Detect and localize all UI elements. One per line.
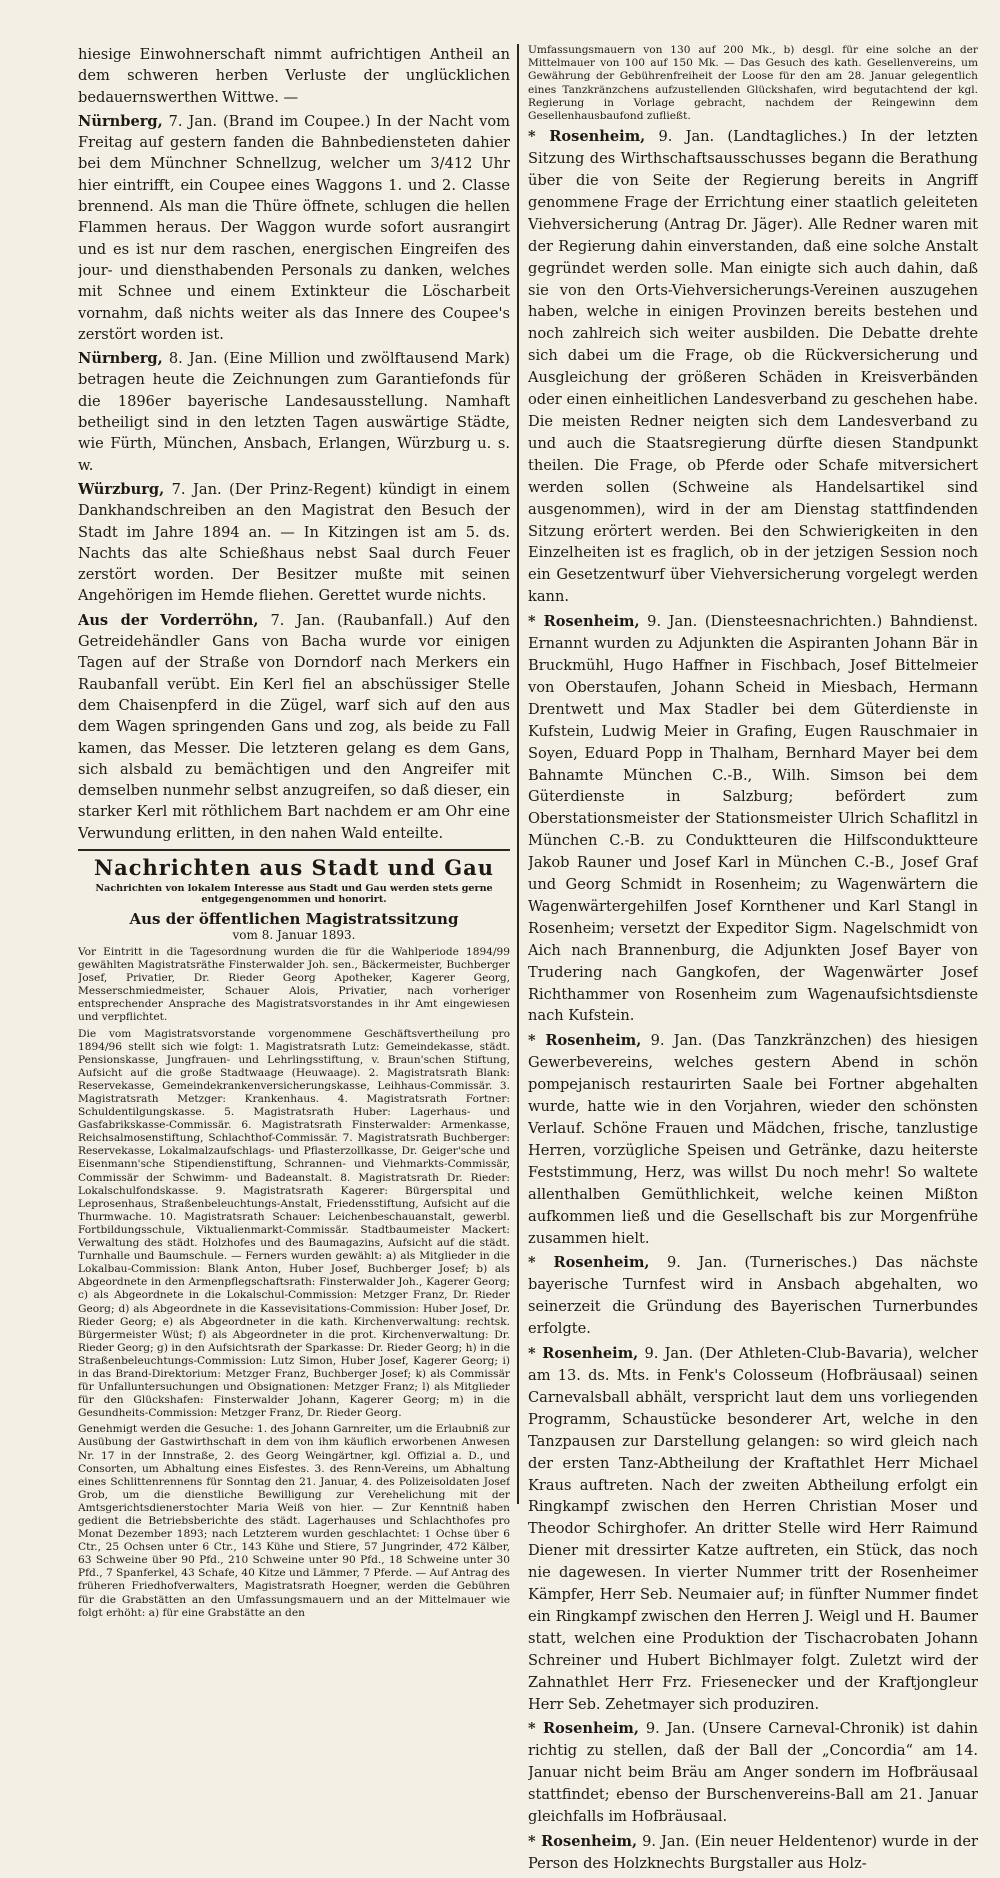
article-nuernberg-fire xyxy=(78,111,510,345)
left-column xyxy=(78,44,510,1623)
article-place: * Rosenheim, xyxy=(528,128,646,146)
article-text: 7. Jan. (Raubanfall.) Auf den Getreidehändler Gans von Bacha wurde vor einigen Tagen auf der Straße von Dorndorf nach Merkers ein Raubanfall verübt. Ein Kerl fiel an abschüssiger Stelle dem Chaisenpferd in die Zügel, warf sich auf den aus dem Wagen springenden Gans und zog, als beide zu Fall kamen, das Messer. Die letzteren gelang es dem Gans, sich alsbald zu bemächtigen und den Angreifer mit demselben nunmehr selbst anzugreifen, so daß dieser, ein starker Kerl mit röthlichem Bart nachdem er am Ohr eine Verwundung erlitten, in den nahen Wald enteilte. xyxy=(78,611,510,842)
article-place: Nürnberg, xyxy=(78,350,163,368)
article-place: Nürnberg, xyxy=(78,112,163,130)
article-tanzkraenzchen xyxy=(528,1030,978,1249)
article-place: * Rosenheim, xyxy=(528,1345,639,1363)
right-column xyxy=(528,44,978,1878)
article-text: 9. Jan. (Diensteesnachrichten.) Bahndienst. Ernannt wurden zu Adjunkten die Aspiranten Johann Bär in Bruckmühl, Hugo Haffner in Fischbach, Josef Bittelmeier von Oberstaufen, Johann Scheid in Miesbach, Hermann Drentwett und Max Stadler bei dem Güterdienste in Kufstein, Ludwig Meier in Grafing, Eugen Rauschmaier in Soyen, Eduard Popp in Thalham, Bernhard Mayer bei dem Bahnamte München C.-B., Wilh. Simson bei dem Güterdienste in Salzburg; befördert zum Oberstationsmeister der Stationsmeister Ulrich Schaflitzl in München C.-B. zu Conduktteuren die Hilfsconduktteure Jakob Rauner und Josef Karl in München C.-B., Josef Graf und Georg Schmidt in Rosenheim; zu Wagenwärtern die Wagenwärtergehilfen Josef Kornthener und Karl Stangl in Rosenheim; versetzt der Expeditor Sigm. Nagelschmidt von Aich nach Brannenburg, die Adjunkten Josef Bayer von Trudering nach Gangkofen, der Wagenwärter Josef Richthammer von Rosenheim zum Wagenaufsichtsdienste nach Kufstein. xyxy=(528,613,978,1025)
article-turnerisches xyxy=(528,1252,978,1340)
article-place: * Rosenheim, xyxy=(528,1254,650,1272)
article-text: 7. Jan. (Brand im Coupee.) In der Nacht vom Freitag auf gestern fanden die Bahnbediensteten dahier bei dem Münchner Schnellzug, welcher um 3/412 Uhr hier eintrifft, ein Coupee eines Waggons 1. und 2. Classe brennend. Als man die Thüre öffnete, schlugen die hellen Flammen heraus. Der Waggon wurde sofort ausrangirt und es ist nur dem raschen, energischen Eingreifen des jour- und diensthabenden Personals zu danken, welches mit Schnee und einem Extinkteur die Löscharbeit vornahm, daß nichts weiter als das Innere des Coupee's zerstört worden ist. xyxy=(78,112,510,343)
article-place: Aus der Vorderröhn, xyxy=(78,611,259,629)
article-landtag xyxy=(528,126,978,608)
report-date: vom 8. Januar 1893. xyxy=(232,927,356,942)
article-text: 7. Jan. (Der Prinz-Regent) kündigt in einem Dankhandschreiben an den Magistrat den Besuch der Stadt im Jahre 1894 an. — In Kitzingen ist am 5. ds. Nachts das alte Schießhaus nebst Saal durch Feuer zerstört worden. Der Besitzer mußte mit seinen Angehörigen im Hemde fliehen. Gerettet wurde nichts. xyxy=(78,480,510,605)
article-widow xyxy=(78,44,510,108)
report-title: Aus der öffentlichen Magistratssitzung xyxy=(129,909,459,928)
article-nuernberg-million xyxy=(78,348,510,476)
report-continuation: Umfassungsmauern von 130 auf 200 Mk., b) desgl. für eine solche an der Mittelmauer von 100 auf 150 Mk. — Das Gesuch des kath. Gesellenvereins, um Gewährung der Gebührenfreiheit der Loose für den am 28. Januar gelegentlich eines Tanzkränzchens aufzustellenden Glückshafen, wird begutachtend der kgl. Regierung in Vorlage gebracht, nachdem der Reingewinn dem Gesellenhausbaufond zufließt. xyxy=(528,44,978,123)
article-place: * Rosenheim, xyxy=(528,1720,639,1738)
article-dienstnachrichten xyxy=(528,611,978,1027)
report-paragraph-duties: Die vom Magistratsvorstande vorgenommene Geschäftsvertheilung pro 1894/96 stellt sich wie folgt: 1. Magistratsrath Lutz: Gemeindekasse, städt. Pensionskasse, Jungfrauen- und Lehrlingsstiftung, v. Braun'schen Stiftung, Aufsicht auf die große Stadtwaage (Heuwaage). 2. Magistratsrath Blank: Reservekasse, Gemeindekrankenversicherungskasse, Leihhaus-Commissär. 3. Magistratsrath Metzger: Krankenhaus. 4. Magistratsrath Fortner: Schuldentilgungskasse. 5. Magistratsrath Huber: Lagerhaus- und Gasfabrikskasse-Commissär. 6. Magistratsrath Finsterwalder: Armenkasse, Reichsalmosenstiftung, Schlachthof-Commissär. 7. Magistratsrath Buchberger: Reservekasse, Lokalmalzaufschlags- und Pflasterzollkasse, Dr. Geiger'sche und Eisenmann'sche Stipendienstiftung, Schrannen- und Viehmarkts-Commissär, Commissär der Schwimm- und Badeanstalt. 8. Magistratsrath Dr. Rieder: Lokalschulfondskasse. 9. Magistratsrath Kagerer: Bürgerspital und Leprosenhaus, Straßenbeleuchtungs-Anstalt, Friedensstiftung, Aufsicht auf die Thurmwache. 10. Magistratsrath Schauer: Leichenbeschauanstalt, gewerbl. Fortbildungsschule, Viktualienmarkt-Commissär. Stadtbaumeister Mackert: Verwaltung des städt. Holzhofes und des Baumagazins, Aufsicht auf die städt. Turnhalle und Baumschule. — Ferners wurden gewählt: a) als Mitglieder in die Lokalbau-Commission: Blank Anton, Huber Josef, Buchberger Josef; b) als Abgeordnete in den Armenpflegschaftsrath: Finsterwalder Joh., Kagerer Georg; c) als Abgeordnete in die Lokalschul-Commission: Metzger Franz, Dr. Rieder Georg; d) als Abgeordnete in die Kassevisitations-Commission: Huber Josef, Dr. Rieder Georg; e) als Abgeordneter in die kath. Kirchenverwaltung: rechtsk. Bürgermeister Wüst; f) als Abgeordneter in die prot. Kirchenverwaltung: Dr. Rieder Georg; g) in den Aufsichtsrath der Sparkasse: Dr. Rieder Georg; h) in die Straßenbeleuchtungs-Commission: Lutz Simon, Huber Josef, Kagerer Georg; i) in das Brand-Direktorium: Metzger Franz, Buchberger Josef; k) als Commissär für Unfalluntersuchungen und Obsignationen: Metzger Franz; l) als Mitglieder für den Glückshafen: Finsterwalder Johann, Kagerer Georg; m) in die Gesundheits-Commission: Metzger Franz, Dr. Rieder Georg. xyxy=(78,1027,510,1420)
section-title: Nachrichten aus Stadt und Gau xyxy=(93,854,495,880)
column-rule xyxy=(517,44,519,1504)
article-text: 9. Jan. (Das Tanzkränzchen) des hiesigen Gewerbevereins, welches gestern Abend in schön pompejanisch restaurirten Saale bei Fortner abgehalten wurde, hatte wie in den Vorjahren, wieder den schönsten Verlauf. Schöne Frauen und Mädchen, frische, tanzlustige Herren, vorzügliche Speisen und Getränke, dazu heiterste Feststimmung, Herz, was willst Du noch mehr! So waltete allenthalben Gemüthlichkeit, welche keinen Mißton aufkommen ließ und die Gesellschaft bis zur Morgenfrühe zusammen hielt. xyxy=(528,1032,978,1247)
article-place: Würzburg, xyxy=(78,480,165,498)
article-athleten-club xyxy=(528,1343,978,1715)
report-paragraph-oath: Vor Eintritt in die Tagesordnung wurden die für die Wahlperiode 1894/99 gewählten Magistratsräthe Finsterwalder Joh. sen., Bäckermeister, Buchberger Josef, Privatier, Dr. Rieder Georg Apotheker, Kagerer Georg, Messerschmiedmeister, Schauer Alois, Privatier, nach vorheriger entsprechender Ansprache des Magistratsvorstandes in ihr Amt eingewiesen und verpflichtet. xyxy=(78,945,510,1024)
article-place: * Rosenheim, xyxy=(528,1032,642,1050)
article-text: 9. Jan. (Unsere Carneval-Chronik) ist dahin richtig zu stellen, daß der Ball der „Concordia“ am 14. Januar nicht beim Bräu am Anger sondern im Hofbräusaal stattfindet; ebenso der Burschenvereins-Ball am 21. Januar gleichfalls im Hofbräusaal. xyxy=(528,1720,978,1826)
report-paragraph-approvals: Genehmigt werden die Gesuche: 1. des Johann Garnreiter, um die Erlaubniß zur Ausübung der Gastwirthschaft in dem von ihm käuflich erworbenen Anwesen Nr. 17 in der Innstraße, 2. des Georg Weingärtner, kgl. Offizial a. D., und Consorten, um Abhaltung eines Eisfestes. 3. des Renn-Vereins, um Abhaltung eines Schlittenrennens für Sonntag den 21. Januar, 4. des Polizeisoldaten Josef Grob, um die dienstliche Bewilligung zur Verehelichung mit der Amtsgerichtsdienerstochter Maria Weiß von hier. — Zur Kenntniß haben gedient die Betriebsberichte des städt. Lagerhauses und Schlachthofes pro Monat Dezember 1893; nach Letzterem wurden geschlachtet: 1 Ochse über 6 Ctr., 25 Ochsen unter 6 Ctr., 143 Kühe und Stiere, 57 Jungrinder, 472 Kälber, 63 Schweine über 90 Pfd., 210 Schweine unter 90 Pfd., 18 Schweine unter 30 Pfd., 7 Spanferkel, 43 Schafe, 40 Kitze und Lämmer, 7 Pferde. — Auf Antrag des früheren Friedhofverwalters, Magistratsrath Hoegner, werden die Gebühren für die Grabstätten an den Umfassungsmauern und an der Mittelmauer wie folgt erhöht: a) für eine Grabstätte an den xyxy=(78,1423,510,1619)
section-subtitle: Nachrichten von lokalem Interesse aus Stadt und Gau werden stets gerne entgegengenommen und honorirt. xyxy=(95,882,493,906)
article-text: hiesige Einwohnerschaft nimmt aufrichtigen Antheil an dem schweren herben Verluste der unglücklichen bedauernswerthen Wittwe. — xyxy=(78,46,510,106)
article-text: 9. Jan. (Der Athleten-Club-Bavaria), welcher am 13. ds. Mts. in Fenk's Colosseum (Hofbräusaal) seinen Carnevalsball abhält, verspricht laut dem uns vorliegenden Programm, Schaustücke besonderer Art, welche in den Tanzpausen zur Darstellung gelangen: so wird gleich nach der ersten Tanz-Abtheilung der Kraftathlet Herr Michael Kraus auftreten. Nach der zweiten Abtheilung erfolgt ein Ringkampf zwischen den Herren Christian Moser und Theodor Schirghofer. An dritter Stelle wird Herr Raimund Diener mit dressirter Katze auftreten, ein Stück, das noch nie dagewesen. In vierter Nummer tritt der Rosenheimer Kämpfer, Herr Seb. Neumaier auf; in fünfter Nummer findet ein Ringkampf zwischen den Herren J. Weigl und H. Baumer statt, welchen eine Produktion der Tischacrobaten Johann Schreiner und Hubert Bichlmayer folgt. Zuletzt wird der Zahnathlet Herr Frz. Friesenecker und der Kraftjongleur Herr Seb. Zehetmayer sich produziren. xyxy=(528,1345,978,1713)
article-carneval-chronik xyxy=(528,1718,978,1828)
article-place: * Rosenheim, xyxy=(528,613,640,631)
article-wuerzburg xyxy=(78,479,510,607)
article-text: 8. Jan. (Eine Million und zwölftausend Mark) betragen heute die Zeichnungen zum Garantiefonds für die 1896er bayerische Landesausstellung. Namhaft betheiligt sind in den letzten Tagen auswärtige Städte, wie Fürth, München, Ansbach, Erlangen, Würzburg u. s. w. xyxy=(78,350,510,474)
article-place: * Rosenheim, xyxy=(528,1833,638,1850)
article-text: 9. Jan. (Ein neuer Heldentenor) wurde in der Person des Holzknechts Burgstaller aus Holz- xyxy=(528,1833,978,1872)
article-heldentenor xyxy=(528,1831,978,1875)
article-text: 9. Jan. (Landtagliches.) In der letzten Sitzung des Wirthschaftsausschusses begann die Berathung über die von Seite der Regierung bereits in Angriff genommene Frage der Errichtung einer staatlich geleiteten Viehversicherung (Antrag Dr. Jäger). Alle Redner waren mit der Regierung dahin einverstanden, daß eine solche Anstalt gegründet werden solle. Man einigte sich auch dahin, daß sie von den Orts-Viehversicherungs-Vereinen auszugehen haben, welche in einigen Provinzen bereits bestehen und noch zahlreich sich weiter ausbilden. Die Debatte drehte sich dabei um die Frage, ob die Rückversicherung und Ausgleichung der größeren Schäden in Kreisverbänden oder einen einheitlichen Landesverband zu geschehen habe. Die meisten Redner neigten sich dem Landesverband zu und auch die Staatsregierung dürfte diesen Standpunkt theilen. Die Frage, ob Pferde oder Schafe mitversichert werden sollen (Schweine als Handelsartikel sind ausgenommen), wird in der am Dienstag stattfindenden Sitzung erörtert werden. Bei den Schwierigkeiten in den Einzelheiten ist es fraglich, ob in der jetzigen Session noch ein Gesetzentwurf über Viehversicherung vorgelegt werden kann. xyxy=(528,128,978,606)
article-text: 9. Jan. (Turnerisches.) Das nächste bayerische Turnfest wird in Ansbach abgehalten, wo seinerzeit die Gründung des Bayerischen Turnerbundes erfolgte. xyxy=(528,1254,978,1338)
section-divider xyxy=(78,849,510,851)
article-vorderroehn xyxy=(78,610,510,844)
